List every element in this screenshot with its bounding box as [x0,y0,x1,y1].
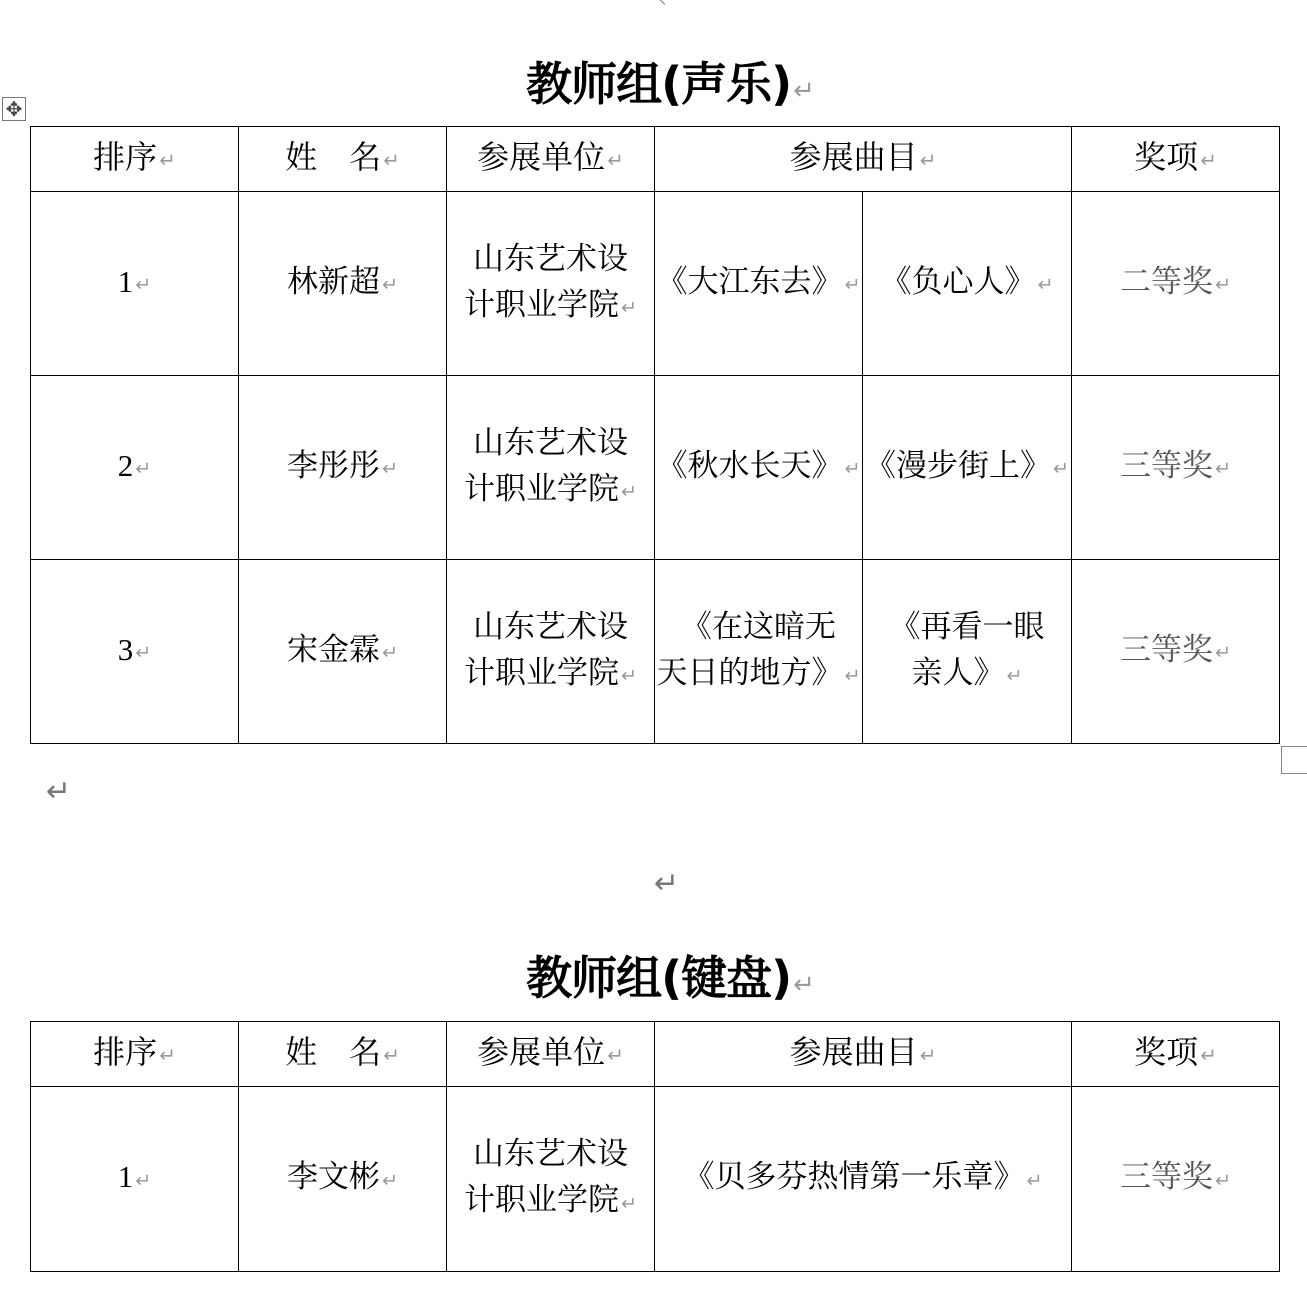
name-cell: 宋金霖 ↵ [239,560,447,744]
section-title-vocal: 教师组(声乐)↵ [526,57,814,111]
award-cell: 三等奖 ↵ [1072,376,1280,560]
song-cell: 《负心人》 ↵ [863,192,1072,376]
header-name: 姓 名 ↵ [239,1022,447,1087]
keyboard-results-table [30,1021,1280,1272]
name-cell: 林新超 ↵ [239,192,447,376]
header-songs: 参展曲目 ↵ [655,127,1072,192]
header-unit: 参展单位 ↵ [447,127,655,192]
paragraph-mark: ↵ [654,866,680,901]
header-rank: 排序 ↵ [31,127,239,192]
header-award: 奖项 ↵ [1072,1022,1280,1087]
award-cell: 二等奖 ↵ [1072,192,1280,376]
rank-cell: 1 ↵ [31,192,239,376]
header-rank: 排序 ↵ [31,1022,239,1087]
table-header-row [31,1022,1280,1087]
table-move-handle-icon[interactable]: ✥ [2,97,26,121]
cursor-mark [658,0,671,5]
unit-cell: 山东艺术设 计职业学院 ↵ [447,560,655,744]
name-cell: 李文彬 ↵ [239,1087,447,1272]
section-title-keyboard: 教师组(键盘)↵ [526,951,814,1005]
paragraph-mark: ↵ [46,774,72,809]
song-cell: 《秋水长天》 ↵ [655,376,863,560]
header-award: 奖项 ↵ [1072,127,1280,192]
table-row [31,560,1280,744]
table-header-row [31,127,1280,192]
song-cell: 《再看一眼 亲人》 ↵ [863,560,1072,744]
song-cell: 《漫步街上》 ↵ [863,376,1072,560]
unit-cell: 山东艺术设 计职业学院 ↵ [447,192,655,376]
header-name: 姓 名 ↵ [239,127,447,192]
name-cell: 李彤彤 ↵ [239,376,447,560]
unit-cell: 山东艺术设 计职业学院 ↵ [447,376,655,560]
rank-cell: 3 ↵ [31,560,239,744]
table-row [31,376,1280,560]
award-cell: 三等奖 ↵ [1072,1087,1280,1272]
song-cell: 《大江东去》 ↵ [655,192,863,376]
award-cell: 三等奖 ↵ [1072,560,1280,744]
vocal-results-table [30,126,1280,744]
rank-cell: 1 ↵ [31,1087,239,1272]
header-unit: 参展单位 ↵ [447,1022,655,1087]
table-row [31,192,1280,376]
song-cell: 《贝多芬热情第一乐章》 ↵ [655,1087,1072,1272]
song-cell: 《在这暗无 天日的地方》 ↵ [655,560,863,744]
header-songs: 参展曲目 ↵ [655,1022,1072,1087]
unit-cell: 山东艺术设 计职业学院 ↵ [447,1087,655,1272]
rank-cell: 2 ↵ [31,376,239,560]
table-resize-handle[interactable] [1281,746,1307,774]
table-row [31,1087,1280,1272]
